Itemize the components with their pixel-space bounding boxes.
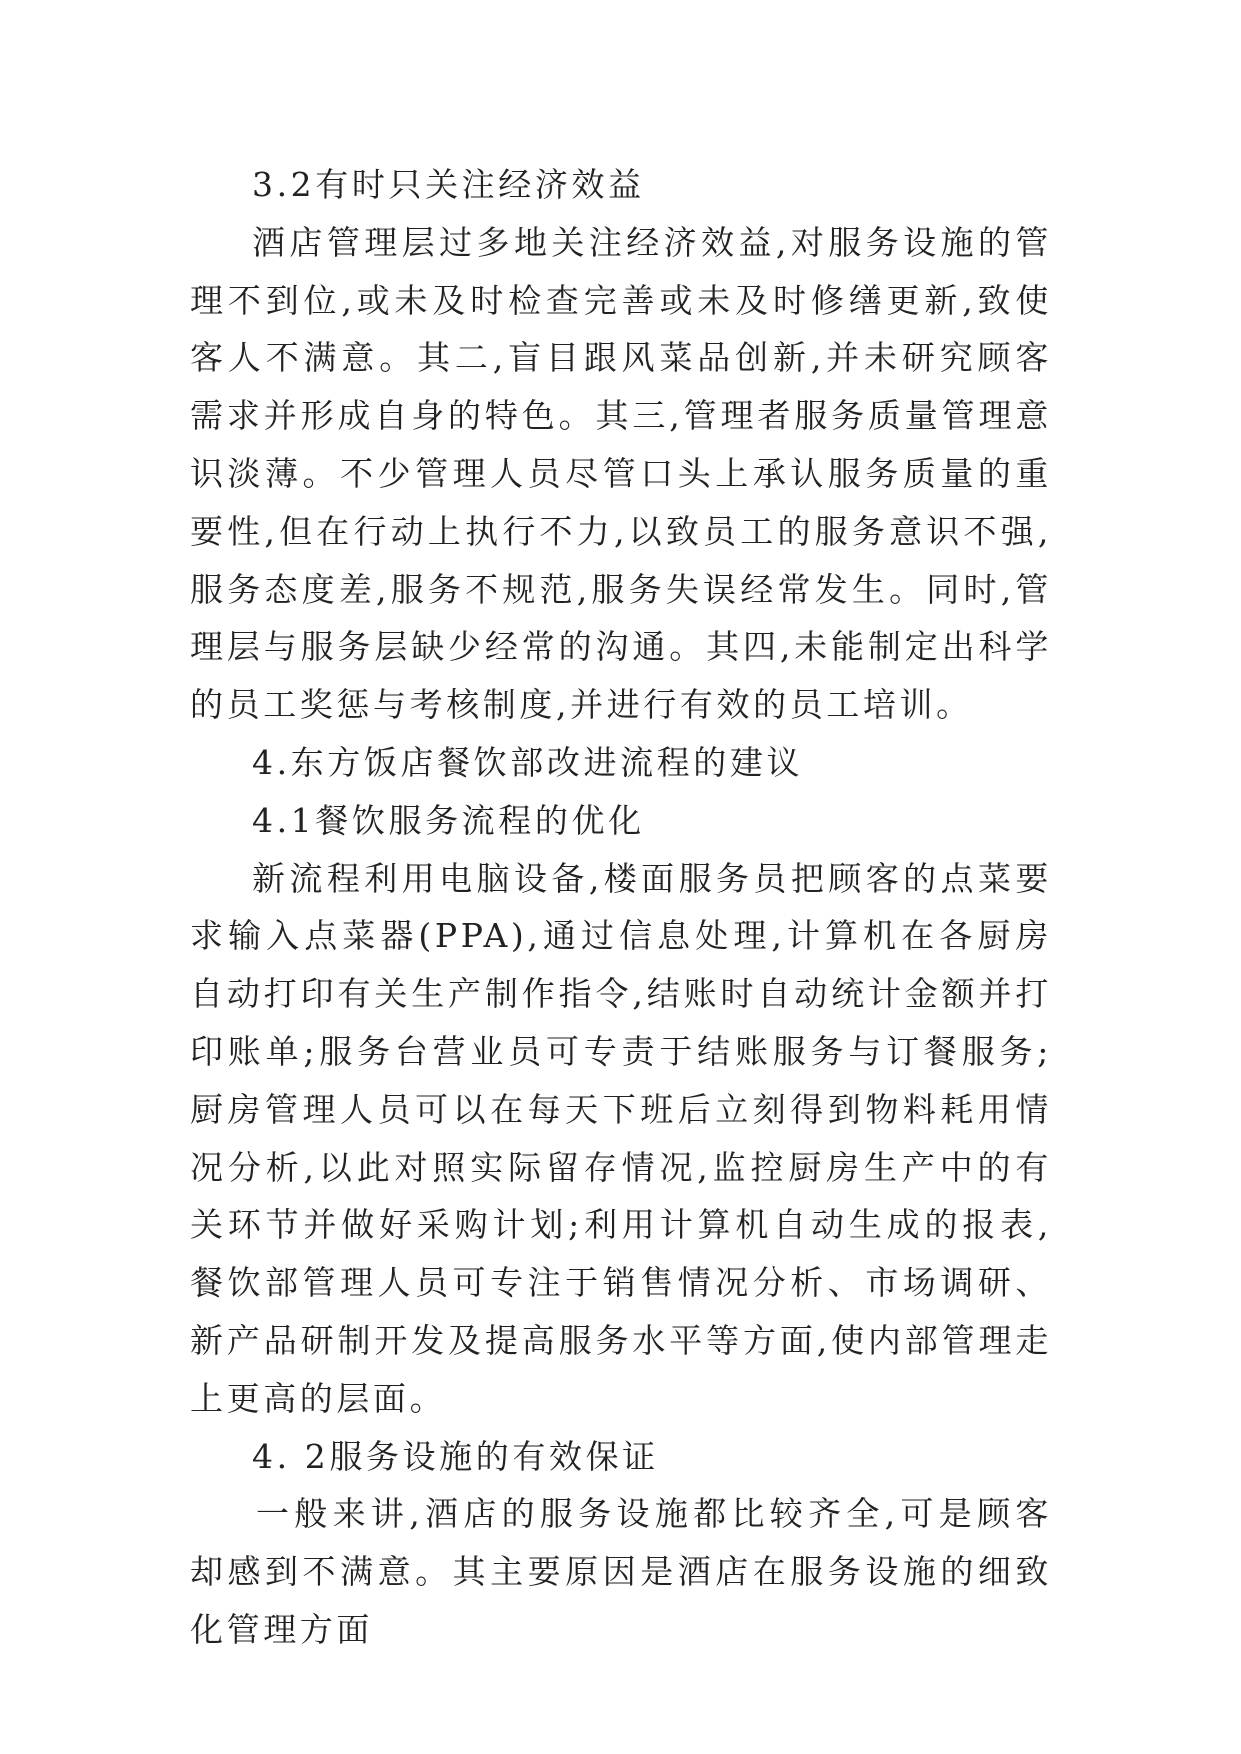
document-body (190, 156, 1052, 1659)
paragraph-3-2: 酒店管理层过多地关注经济效益,对服务设施的管理不到位,或未及时检查完善或未及时修缮更新,致使客人不满意。其二,盲目跟风菜品创新,并未研究顾客需求并形成自身的特色。其三,管理者服务质量管理意识淡薄。不少管理人员尽管口头上承认服务质量的重要性,但在行动上执行不力,以致员工的服务意识不强,服务态度差,服务不规范,服务失误经常发生。同时,管理层与服务层缺少经常的沟通。其四,未能制定出科学的员工奖惩与考核制度,并进行有效的员工培训。 (190, 222, 1052, 725)
section-heading-4-1: 4.1餐饮服务流程的优化 (252, 800, 645, 840)
paragraph-4-2: 一般来讲,酒店的服务设施都比较齐全,可是顾客却感到不满意。其主要原因是酒店在服务设施的细致化管理方面 (190, 1494, 1052, 1649)
section-heading-4: 4.东方饭店餐饮部改进流程的建议 (252, 742, 804, 782)
paragraph-4-1: 新流程利用电脑设备,楼面服务员把顾客的点菜要求输入点菜器(PPA),通过信息处理,计算机在各厨房自动打印有关生产制作指令,结账时自动统计金额并打印账单;服务台营业员可专责于结账服务与订餐服务;厨房管理人员可以在每天下班后立刻得到物料耗用情况分析,以此对照实际留存情况,监控厨房生产中的有关环节并做好采购计划;利用计算机自动生成的报表,餐饮部管理人员可专注于销售情况分析、市场调研、新产品研制开发及提高服务水平等方面,使内部管理走上更高的层面。 (190, 858, 1052, 1418)
section-heading-4-2: 4. 2服务设施的有效保证 (252, 1436, 659, 1476)
section-heading-3-2: 3.2有时只关注经济效益 (252, 165, 645, 204)
